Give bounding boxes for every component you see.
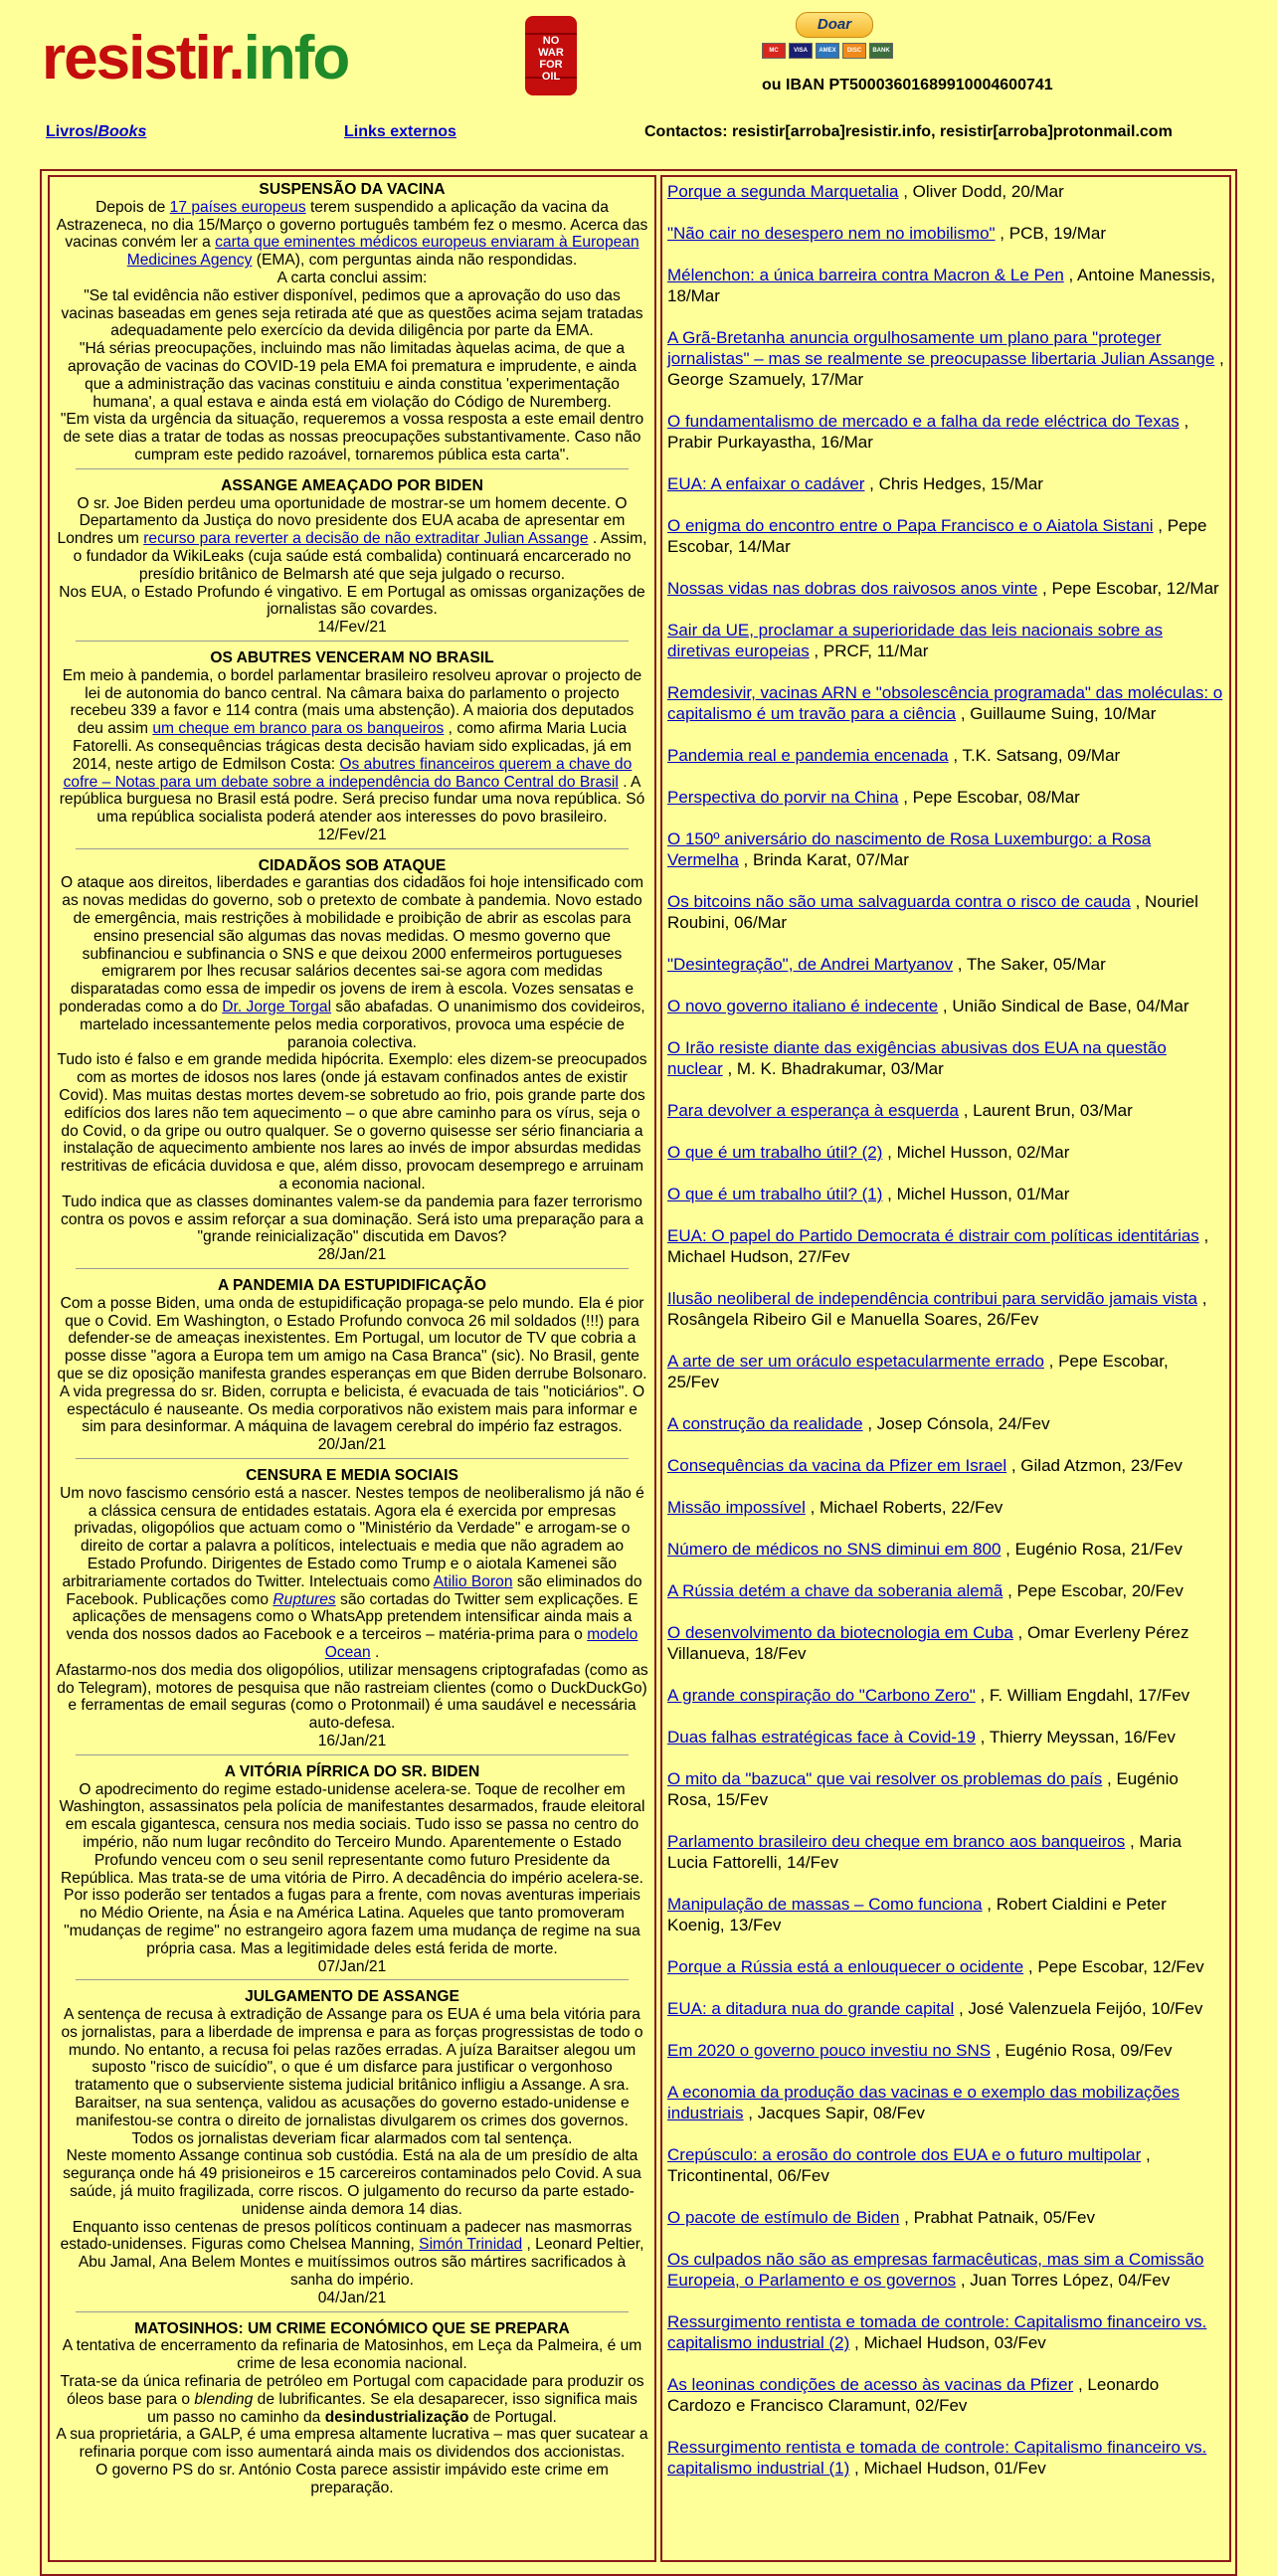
news-divider: [76, 468, 629, 469]
article-link[interactable]: O 150º aniversário do nascimento de Rosa Luxemburgo: a Rosa Vermelha: [667, 829, 1152, 869]
news-item: [56, 1467, 648, 1755]
article-link[interactable]: O desenvolvimento da biotecnologia em Cuba: [667, 1623, 1013, 1642]
news-item: [56, 1277, 648, 1459]
article-item: [667, 954, 1224, 975]
article-link[interactable]: Pandemia real e pandemia encenada: [667, 746, 949, 765]
article-item: [667, 1184, 1224, 1204]
article-author-date: , Pepe Escobar, 14/Mar: [667, 516, 1207, 556]
article-author-date: , Maria Lucia Fattorelli, 14/Fev: [667, 1832, 1182, 1872]
article-item: [667, 473, 1224, 494]
news-divider: [76, 1979, 629, 1980]
article-author-date: , Chris Hedges, 15/Mar: [864, 474, 1043, 493]
article-author-date: , José Valenzuela Feijóo, 10/Fev: [954, 1999, 1203, 2018]
article-item: [667, 1768, 1224, 1810]
news-text: Tudo isto é falso e em grande medida hipócrita. Exemplo: eles dizem-se preocupados com as mortes de idosos nos lares (onde já estavam confinados antes de existir Covid). Mas muitas destas mortes devem-se sobretudo ao frio, pois grande parte dos edifícios dos lares não tem aquecimento – o que abre caminho para os vírus, seja o do Covid, o da gripe ou outro qualquer. Se o governo quisesse ser sério financiaria a instalação de aquecimento ambiente nos lares ao invés de impor absurdas medidas restritivas de eficácia duvidosa e que, além disso, provocam desemprego e arruinam a economia nacional.: [57, 1051, 647, 1194]
news-text: A sentença de recusa à extradição de Assange para os EUA é uma bela vitória para os jornalistas, para a liberdade de imprensa e para as forças progressistas de todo o mundo. No entanto, a recusa foi pelas razões erradas. A juíza Baraitser alegou um suposto "risco de suicídio", o que é um disfarce para justificar o vergonhoso tratamento que o subserviente sistema judicial britânico infligiu a Assange. A sra. Baraitser, na sua sentença, validou as acusações do governo estado-unidense e manifestou-se contra o direito de jornalistas divulgarem os crimes dos governos. Todos os jornalistas deveriam ficar alarmados com tal sentença.: [61, 2006, 643, 2147]
news-title: JULGAMENTO DE ASSANGE: [245, 1988, 459, 2006]
article-link[interactable]: EUA: a ditadura nua do grande capital: [667, 1999, 955, 2018]
news-text: (EMA), com perguntas ainda não respondidas.: [252, 252, 578, 270]
article-item: [667, 2082, 1224, 2123]
news-link[interactable]: carta que eminentes médicos europeus enviaram à European Medicines Agency: [126, 234, 639, 270]
article-link[interactable]: Para devolver a esperança à esquerda: [667, 1101, 959, 1120]
article-item: [667, 1685, 1224, 1706]
news-text: O governo PS do sr. António Costa parece assistir impávido este crime em preparação.: [95, 2462, 609, 2496]
article-item: [667, 2144, 1224, 2186]
article-link[interactable]: O que é um trabalho útil? (1): [667, 1185, 883, 1203]
news-text: "Há sérias preocupações, incluindo mas não limitadas àquelas acima, de que a aprovação de vacinas do COVID-19 pela EMA foi prematura e imprudente, e ainda que a administração das vacinas constituiu e ainda constitua 'experimentação humana', a qual estava e ainda está em violação do Código de Nuremberg.: [67, 340, 638, 411]
contacts-text: Contactos: resistir[arroba]resistir.info, resistir[arroba]protonmail.com: [644, 123, 1173, 140]
article-item: [667, 1100, 1224, 1121]
news-column: [48, 175, 656, 2562]
news-date: 28/Jan/21: [317, 1246, 387, 1264]
news-link[interactable]: recurso para reverter a decisão de não extraditar Julian Assange: [143, 530, 589, 548]
donate-button[interactable]: Doar: [796, 12, 873, 38]
news-divider: [76, 1458, 629, 1459]
news-body: [56, 495, 648, 620]
card-disc-icon: DISC: [842, 43, 866, 59]
news-date: 16/Jan/21: [317, 1732, 387, 1749]
news-item: [56, 477, 648, 642]
news-date: 04/Jan/21: [317, 2289, 387, 2306]
news-text: terem suspendido a aplicação da vacina da Astrazeneca, no dia 15/Março o governo português também fez o mesmo. Acerca das vacinas convém ler a: [56, 198, 648, 252]
article-link[interactable]: Os culpados não são as empresas farmacêuticas, mas sim a Comissão Europeia, o Parlamento e os governos: [667, 2250, 1204, 2290]
article-author-date: , Thierry Meyssan, 16/Fev: [975, 1728, 1176, 1747]
article-author-date: , Josep Cónsola, 24/Fev: [862, 1414, 1050, 1433]
article-author-date: , Laurent Brun, 03/Mar: [958, 1101, 1133, 1120]
article-author-date: , Pepe Escobar, 12/Mar: [1037, 579, 1219, 598]
article-link[interactable]: "Desintegração", de Andrei Martyanov: [667, 955, 954, 974]
logo-part-2: info: [243, 24, 349, 92]
news-body: [56, 1295, 648, 1436]
article-link[interactable]: Ilusão neoliberal de independência contribui para servidão jamais vista: [667, 1289, 1197, 1308]
news-body: [56, 2337, 648, 2496]
news-text: Nos EUA, o Estado Profundo é vingativo. E em Portugal as omissas organizações de jornalistas são covardes.: [59, 583, 645, 619]
article-link[interactable]: Ressurgimento rentista e tomada de controle: Capitalismo financeiro vs. capitalismo industrial (2): [667, 2312, 1207, 2352]
article-link[interactable]: Perspectiva do porvir na China: [667, 788, 899, 807]
article-item: [667, 745, 1224, 766]
news-divider: [76, 641, 629, 642]
article-author-date: , Eugénio Rosa, 21/Fev: [1001, 1540, 1183, 1559]
article-link[interactable]: O mito da "bazuca" que vai resolver os problemas do país: [667, 1769, 1103, 1788]
article-item: [667, 1288, 1224, 1330]
article-author-date: , Michael Hudson, 01/Fev: [849, 2459, 1046, 2478]
iban-text: ou IBAN PT50003601689910004600741: [762, 77, 1053, 93]
news-divider: [76, 848, 629, 849]
news-link[interactable]: Ruptures: [273, 1590, 336, 1608]
card-amex-icon: AMEX: [816, 43, 839, 59]
article-link[interactable]: O que é um trabalho útil? (2): [667, 1143, 883, 1162]
article-item: [667, 2374, 1224, 2416]
article-author-date: , T.K. Satsang, 09/Mar: [948, 746, 1121, 765]
article-link[interactable]: Crepúsculo: a erosão do controle dos EUA e o futuro multipolar: [667, 2145, 1142, 2164]
news-text: Enquanto isso centenas de presos políticos continuam a padecer nas masmorras estado-unidenses. Figuras como Chelsea Manning,: [60, 2218, 633, 2254]
article-link[interactable]: EUA: O papel do Partido Democrata é distrair com políticas identitárias: [667, 1226, 1199, 1245]
article-link[interactable]: Remdesivir, vacinas ARN e "obsolescência programada" das moléculas: o capitalismo é um travão para a ciência: [667, 683, 1223, 723]
no-war-for-oil-barrel-icon: [521, 12, 581, 99]
article-item: [667, 1497, 1224, 1518]
article-author-date: , Jacques Sapir, 08/Fev: [743, 2104, 925, 2122]
news-text: de lubrificantes. Se ela desaparecer, isso significa mais um passo no caminho da: [147, 2390, 638, 2426]
news-text: Em meio à pandemia, o bordel parlamentar brasileiro resolveu aprovar o projecto de lei de autonomia do banco central. Na câmara baixa do parlamento o projecto recebeu 339 a favor e 114 contra (mais uma abstenção). A maioria dos deputados deu assim: [62, 666, 642, 738]
barrel-word: FOR: [539, 59, 563, 71]
news-text: Depois de: [95, 198, 170, 216]
news-link[interactable]: Dr. Jorge Torgal: [222, 999, 332, 1016]
article-author-date: , União Sindical de Base, 04/Mar: [938, 997, 1189, 1015]
news-text: de Portugal.: [468, 2408, 557, 2426]
news-body: [56, 1781, 648, 1958]
article-item: [667, 1956, 1224, 1977]
news-link[interactable]: 17 países europeus: [169, 198, 306, 216]
news-title: SUSPENSÃO DA VACINA: [259, 181, 446, 198]
news-title: CENSURA E MEDIA SOCIAIS: [246, 1466, 458, 1484]
news-italic: blending: [194, 2390, 254, 2408]
article-author-date: , Brinda Karat, 07/Mar: [738, 850, 909, 869]
article-item: [667, 515, 1224, 557]
news-text: . A república burguesa no Brasil está podre. Será preciso fundar uma nova república. Só uma república socialista poderá atender aos interesses do povo brasileiro.: [59, 773, 645, 827]
article-item: [667, 1142, 1224, 1163]
article-item: [667, 1622, 1224, 1664]
article-item: [667, 996, 1224, 1016]
article-item: [667, 2040, 1224, 2061]
article-link[interactable]: O enigma do encontro entre o Papa Francisco e o Aiatola Sistani: [667, 516, 1154, 535]
news-title: ASSANGE AMEAÇADO POR BIDEN: [221, 476, 483, 494]
article-item: [667, 1037, 1224, 1079]
news-title: A PANDEMIA DA ESTUPIDIFICAÇÃO: [217, 1277, 486, 1295]
article-author-date: , Gilad Atzmon, 23/Fev: [1006, 1456, 1183, 1475]
news-text: Com a posse Biden, uma onda de estupidificação propaga-se pelo mundo. Ela é pior que o Covid. Em Washington, o Estado Profundo convoca 26 mil soldados (!!!) para defender-se de ameaças inexistentes. Em Portugal, um locutor de TV que cobria a posse disse "agora a Europa tem um amigo na Casa Branca" (sic). No Brasil, gente que se diz oposição manifesta grandes esperanças em que Biden derrube Bolsonaro.: [57, 1294, 647, 1382]
news-item: [56, 649, 648, 849]
news-item: [56, 1763, 648, 1981]
barrel-word: OIL: [541, 71, 561, 83]
article-author-date: , Juan Torres López, 04/Fev: [956, 2271, 1171, 2290]
external-links-link[interactable]: Links externos: [344, 123, 456, 140]
article-author-date: , M. K. Bhadrakumar, 03/Mar: [722, 1059, 944, 1078]
article-item: [667, 2311, 1224, 2353]
news-text: , como afirma Maria Lucia Fatorelli. As consequências trágicas desta decisão haviam sido explicadas, já em 2014, neste artigo de Edmilson Costa:: [72, 720, 632, 773]
article-item: [667, 1413, 1224, 1434]
news-text: O apodrecimento do regime estado-unidense acelera-se. Toque de recolher em Washington, assassinatos pela polícia de manifestantes desarmados, fraude eleitoral em escala gigantesca, censura nos media sociais. Tudo isso se passa no centro do império, não num lugar recôndito do Terceiro Mundo. Aparentemente o Estado Profundo venceu com o seu senil representante como futuro Presidente da República. Mas trata-se de uma vitória de Pirro. A decadência do império acelera-se. Por isso poderão ser tentados a fugas para a frente, com novas aventuras imperiais no Médio Oriente, na Ásia e na América Latina. Aqueles que tanto promoveram "mudanças de regime" no estrangeiro agora fazem uma mudança de regime na sua própria casa. Mas a legitimidade deles está ferida de morte.: [59, 1780, 645, 1957]
article-author-date: , Pepe Escobar, 12/Fev: [1023, 1957, 1204, 1976]
article-link[interactable]: Sair da UE, proclamar a superioridade das leis nacionais sobre as diretivas europeias: [667, 621, 1163, 660]
news-date: 20/Jan/21: [317, 1436, 387, 1454]
news-bold: desindustrialização: [324, 2408, 469, 2426]
article-author-date: , PRCF, 11/Mar: [809, 642, 929, 660]
article-item: [667, 2249, 1224, 2291]
news-link[interactable]: Simón Trinidad: [419, 2236, 523, 2254]
card-visa-icon: VISA: [789, 43, 813, 59]
article-item: [667, 1455, 1224, 1476]
article-link[interactable]: EUA: A enfaixar o cadáver: [667, 474, 865, 493]
news-date: 12/Fev/21: [317, 826, 387, 843]
article-item: [667, 265, 1224, 306]
article-author-date: , Michel Husson, 01/Mar: [882, 1185, 1070, 1203]
article-author-date: , Michael Hudson, 27/Fev: [667, 1226, 1209, 1266]
article-author-date: , Pepe Escobar, 20/Fev: [1003, 1581, 1184, 1600]
news-date: 07/Jan/21: [317, 1957, 387, 1975]
news-link[interactable]: um cheque em branco para os banqueiros: [152, 720, 445, 738]
news-title: MATOSINHOS: UM CRIME ECONÓMICO QUE SE PREPARA: [134, 2319, 570, 2337]
news-text: Neste momento Assange continua sob custódia. Está na ala de um presídio de alta segurança onde há 49 prisioneiros e 15 carcereiros contaminados pelo Covid. A sua saúde, já muito fragilizada, corre riscos. O julgamento do recurso da parte estado-unidense ainda demora 14 dias.: [63, 2147, 641, 2218]
article-author-date: , Michael Hudson, 03/Fev: [849, 2333, 1046, 2352]
article-author-date: , Pepe Escobar, 08/Mar: [898, 788, 1080, 807]
article-link[interactable]: A construção da realidade: [667, 1414, 863, 1433]
news-text: A tentativa de encerramento da refinaria de Matosinhos, em Leça da Palmeira, é um crime de lesa economia nacional.: [62, 2337, 642, 2373]
article-item: [667, 1225, 1224, 1267]
article-link[interactable]: As leoninas condições de acesso às vacinas da Pfizer: [667, 2375, 1074, 2394]
news-link[interactable]: Os abutres financeiros querem a chave do cofre – Notas para um debate sobre a independência do Banco Central do Brasil: [63, 755, 633, 791]
card-mc-icon: MC: [762, 43, 786, 59]
article-item: [667, 2437, 1224, 2479]
article-item: [667, 578, 1224, 599]
article-link[interactable]: Parlamento brasileiro deu cheque em branco aos banqueiros: [667, 1832, 1126, 1851]
article-link[interactable]: Consequências da vacina da Pfizer em Israel: [667, 1456, 1007, 1475]
news-item: [56, 857, 648, 1269]
article-item: [667, 2207, 1224, 2228]
article-link[interactable]: Missão impossível: [667, 1498, 806, 1517]
news-item: [56, 2320, 648, 2497]
article-item: [667, 787, 1224, 808]
article-author-date: , Eugénio Rosa, 15/Fev: [667, 1769, 1179, 1809]
logo-part-1: resistir.: [42, 24, 244, 92]
news-text: . Assim, o fundador da WikiLeaks (cuja saúde está combalida) continuará encarcerado no presídio britânico de Belmarsh até que seja julgado o recurso.: [73, 530, 647, 583]
news-text: são abafadas. O unanimismo dos covideiros, martelado incessantemente pelos media corporativos, provoca uma espécie de paranoia colectiva.: [80, 999, 645, 1051]
news-divider: [76, 1268, 629, 1269]
news-body: [56, 667, 648, 827]
payment-cards: [762, 43, 893, 59]
news-date: 14/Fev/21: [317, 619, 387, 637]
article-link[interactable]: A Grã-Bretanha anuncia orgulhosamente um plano para "proteger jornalistas" – mas se realmente se preocupasse libertaria Julian Assange: [667, 328, 1215, 368]
article-author-date: , Eugénio Rosa, 09/Fev: [991, 2041, 1173, 2060]
article-link[interactable]: A economia da produção das vacinas e o exemplo das mobilizações industriais: [667, 2083, 1181, 2122]
news-text: A carta conclui assim:: [276, 269, 428, 286]
news-text: são cortadas do Twitter sem explicações. E aplicações de mensagens como o WhatsApp pretendem intensificar ainda mais a venda dos nossos dados ao Facebook e a terceiros – matéria-prima para o: [66, 1590, 638, 1644]
news-text: Trata-se da única refinaria de petróleo em Portugal com capacidade para produzir os óleos base para o: [60, 2373, 644, 2408]
article-link[interactable]: A Rússia detém a chave da soberania alemã: [667, 1581, 1003, 1600]
news-text: A sua proprietária, a GALP, é uma empresa altamente lucrativa – mas quer sucatear a refinaria porque com isso aumentará ainda mais os dividendos dos accionistas.: [56, 2426, 648, 2462]
card-bank-icon: BANK: [869, 43, 893, 59]
article-author-date: , Michel Husson, 02/Mar: [882, 1143, 1070, 1162]
article-item: [667, 327, 1224, 390]
article-link[interactable]: Número de médicos no SNS diminui em 800: [667, 1540, 1002, 1559]
news-item: [56, 181, 648, 469]
article-author-date: , Nouriel Roubini, 06/Mar: [667, 892, 1198, 932]
article-item: [667, 1351, 1224, 1392]
article-link[interactable]: A grande conspiração do "Carbono Zero": [667, 1686, 976, 1705]
news-text: Tudo indica que as classes dominantes valem-se da pandemia para fazer terrorismo contra os povos e assim reforçar a sua dominação. Será isto uma preparação para a "grande reinicialização" discutida em Davos?: [61, 1193, 643, 1246]
news-link[interactable]: modelo Ocean: [324, 1626, 638, 1661]
news-text: O ataque aos direitos, liberdades e garantias dos cidadãos foi hoje intensificado com as novas medidas do governo, sob o pretexto de combate à pandemia. Novo estado de emergência, mais restrições à mobilidade e proibição de abrir as escolas para ensino presencial são algumas das novas medidas. O mesmo governo que subfinanciou e subfinancia o SNS e que deixou 2000 enfermeiros portugueses emigrarem por lhes recusar salários decentes sai-se agora com medidas disparatadas como essa de impedir os jovens de irem à escola. Vozes sensatas e ponderadas como a do: [59, 874, 643, 1016]
site-logo[interactable]: [42, 24, 348, 93]
article-author-date: , Michael Roberts, 22/Fev: [805, 1498, 1003, 1517]
article-item: [667, 411, 1224, 453]
article-link[interactable]: Porque a segunda Marquetalia: [667, 182, 899, 201]
articles-column: [660, 175, 1231, 2562]
article-item: [667, 181, 1224, 202]
article-item: [667, 891, 1224, 933]
article-link[interactable]: Nossas vidas nas dobras dos raivosos anos vinte: [667, 579, 1038, 598]
article-link[interactable]: O pacote de estímulo de Biden: [667, 2208, 900, 2227]
news-text: são eliminados do Facebook. Publicações como: [66, 1572, 642, 1608]
books-link[interactable]: [46, 123, 146, 141]
article-author-date: , Guillaume Suing, 10/Mar: [956, 704, 1157, 723]
article-link[interactable]: O Irão resiste diante das exigências abusivas dos EUA na questão nuclear: [667, 1038, 1167, 1078]
news-link[interactable]: Atilio Boron: [433, 1572, 513, 1590]
news-body: [56, 874, 648, 1246]
article-item: [667, 1998, 1224, 2019]
article-author-date: , Antoine Manessis, 18/Mar: [667, 266, 1215, 305]
article-author-date: , Robert Cialdini e Peter Koenig, 13/Fev: [667, 1895, 1167, 1934]
article-author-date: , Oliver Dodd, 20/Mar: [898, 182, 1064, 201]
news-divider: [76, 1754, 629, 1755]
news-text: Afastarmo-nos dos media dos oligopólios, utilizar mensagens criptografadas (como as do Telegram), motores de pesquisa que não rastreiam clientes (como o DuckDuckGo) e ferramentas de email seguras (como o Protonmail) é uma saudável e necessária auto-defesa.: [56, 1661, 648, 1733]
news-title: OS ABUTRES VENCERAM NO BRASIL: [210, 648, 494, 666]
news-text: "Em vista da urgência da situação, requeremos a vossa resposta a este email dentro de sete dias a tratar de todas as nossas preocupações substantivamente. Caso não cumpram este pedido razoável, tornaremos pública esta carta".: [60, 411, 644, 463]
news-body: [56, 199, 648, 464]
books-link-label: Livros/: [46, 123, 98, 140]
article-item: [667, 620, 1224, 661]
article-author-date: , PCB, 19/Mar: [995, 224, 1107, 243]
article-item: [667, 1580, 1224, 1601]
article-item: [667, 1831, 1224, 1873]
article-item: [667, 682, 1224, 724]
news-body: [56, 1485, 648, 1733]
article-author-date: , Leonardo Cardozo e Francisco Claramunt, 02/Fev: [667, 2375, 1160, 2415]
article-link[interactable]: Mélenchon: a única barreira contra Macron & Le Pen: [667, 266, 1064, 284]
news-text: .: [370, 1643, 380, 1661]
article-link[interactable]: Em 2020 o governo pouco investiu no SNS: [667, 2041, 992, 2060]
news-title: A VITÓRIA PÍRRICA DO SR. BIDEN: [224, 1762, 480, 1780]
news-body: [56, 2006, 648, 2290]
article-item: [667, 1539, 1224, 1560]
article-author-date: , Prabir Purkayastha, 16/Mar: [667, 412, 1189, 452]
article-author-date: , Pepe Escobar, 25/Fev: [667, 1352, 1169, 1391]
news-title: CIDADÃOS SOB ATAQUE: [258, 856, 447, 874]
article-link[interactable]: O novo governo italiano é indecente: [667, 997, 939, 1015]
article-author-date: , F. William Engdahl, 17/Fev: [975, 1686, 1190, 1705]
article-item: [667, 223, 1224, 244]
article-link[interactable]: Porque a Rússia está a enlouquecer o ocidente: [667, 1957, 1024, 1976]
article-link[interactable]: O fundamentalismo de mercado e a falha da rede eléctrica do Texas: [667, 412, 1180, 431]
article-item: [667, 828, 1224, 870]
news-text: , Leonard Peltier, Abu Jamal, Ana Belem Montes e muitíssimos outros são mártires sacrificados à sanha do império.: [78, 2236, 644, 2290]
barrel-word: NO: [542, 35, 560, 47]
article-link[interactable]: A arte de ser um oráculo espetacularmente errado: [667, 1352, 1044, 1371]
article-link[interactable]: Duas falhas estratégicas face à Covid-19: [667, 1728, 976, 1747]
article-link[interactable]: Os bitcoins não são uma salvaguarda contra o risco de cauda: [667, 892, 1131, 911]
article-link[interactable]: "Não cair no desespero nem no imobilismo": [667, 224, 996, 243]
article-link[interactable]: Manipulação de massas – Como funciona: [667, 1895, 983, 1914]
article-item: [667, 1727, 1224, 1748]
article-item: [667, 1894, 1224, 1935]
article-author-date: , George Szamuely, 17/Mar: [667, 349, 1224, 389]
article-author-date: , Prabhat Patnaik, 05/Fev: [899, 2208, 1095, 2227]
article-author-date: , The Saker, 05/Mar: [953, 955, 1106, 974]
news-text: Um novo fascismo censório está a nascer. Nestes tempos de neoliberalismo já não é a clássica censura de entidades estatais. Agora ela é exercida por empresas privadas, oligopólios que actuam como o "Ministério da Verdade" e arrogam-se o direito de cortar a palavra a políticos, intelectuais e media que não agradem ao Estado Profundo. Dirigentes de Estado como Trump e o aiotala Kamenei são arbitrariamente cortados do Twitter. Intelectuais como: [60, 1484, 644, 1590]
news-item: [56, 1988, 648, 2311]
news-text: A vida pregressa do sr. Biden, corrupta e belicista, é evacuada de tais "noticiários". O espectáculo é nauseante. Os media corporativos não existem mais para informar e sim para desinformar. A máquina de lavagem cerebral do império faz estragos.: [59, 1382, 645, 1436]
article-author-date: , Tricontinental, 06/Fev: [667, 2145, 1151, 2185]
books-link-italic: Books: [97, 123, 147, 140]
article-author-date: , Omar Everleny Pérez Villanueva, 18/Fev: [667, 1623, 1189, 1663]
article-link[interactable]: Ressurgimento rentista e tomada de controle: Capitalismo financeiro vs. capitalismo industrial (1): [667, 2438, 1207, 2478]
news-divider: [76, 2311, 629, 2312]
article-author-date: , Rosângela Ribeiro Gil e Manuella Soares, 26/Fev: [667, 1289, 1207, 1329]
barrel-word: WAR: [538, 47, 564, 59]
news-text: O sr. Joe Biden perdeu uma oportunidade de mostrar-se um homem decente. O Departamento da Justiça do novo presidente dos EUA acaba de apresentar em Londres um: [57, 494, 628, 548]
news-text: "Se tal evidência não estiver disponível, pedimos que a aprovação do uso das vacinas baseadas em genes seja retirada até que as questões acima sejam tratadas adequadamente pelo exercício da devida diligência por parte da EMA.: [61, 286, 643, 340]
